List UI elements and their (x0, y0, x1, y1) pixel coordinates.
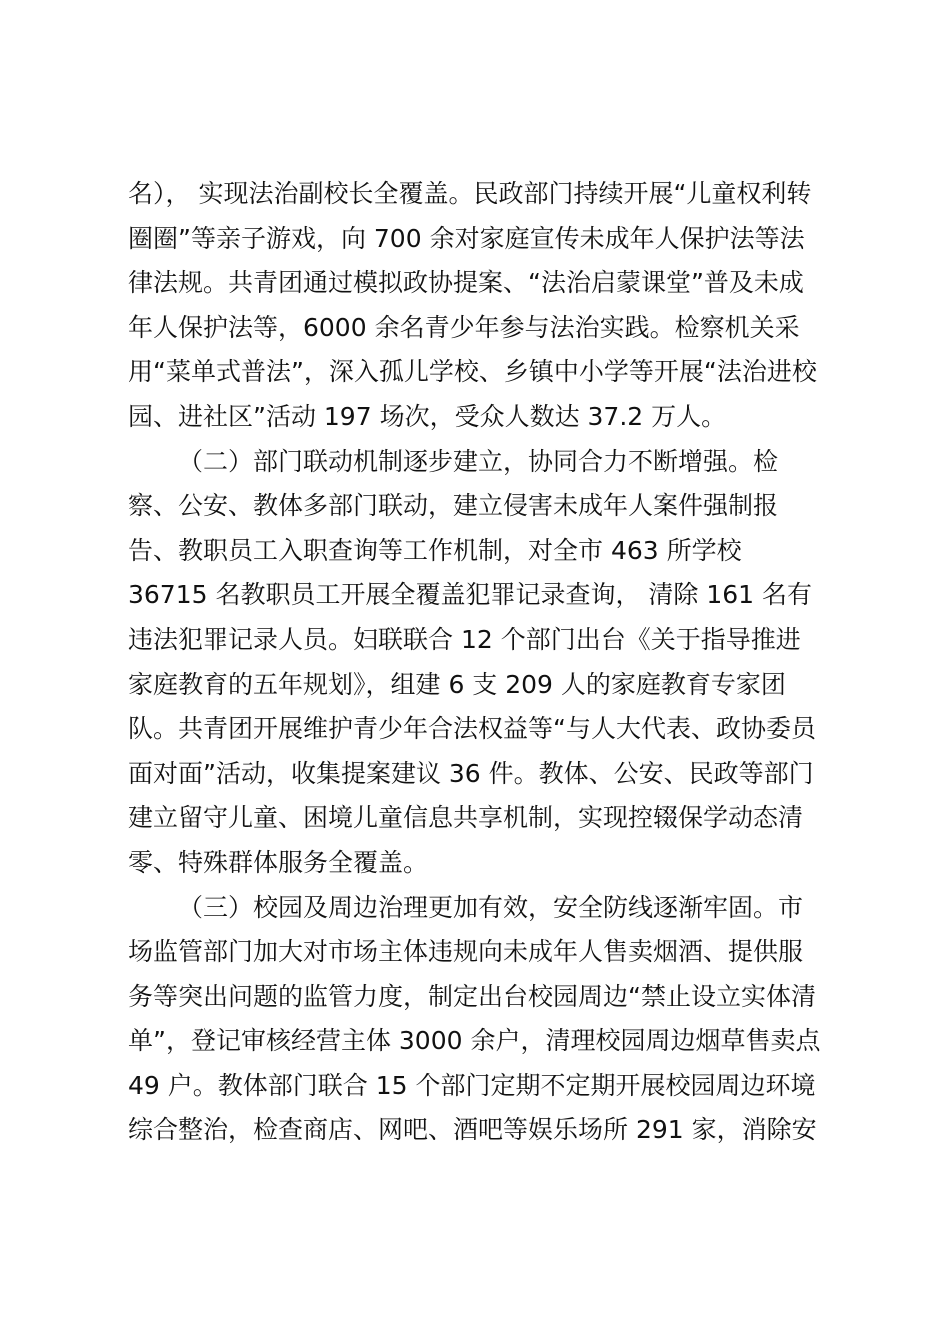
text-line-9: 告、教职员工入职查询等工作机制，对全市 463 所学校 (128, 535, 742, 565)
text-line-22: 综合整治，检查商店、网吧、酒吧等娱乐场所 291 家，消除安 (128, 1115, 817, 1145)
text-line-2: 圈圈”等亲子游戏，向 700 余对家庭宣传未成年人保护法等法 (128, 223, 805, 253)
text-line-14: 面对面”活动，收集提案建议 36 件。教体、公安、民政等部门 (128, 758, 814, 788)
text-line-10: 36715 名教职员工开展全覆盖犯罪记录查询， 清除 161 名有 (128, 580, 813, 610)
text-line-21: 49 户。教体部门联合 15 个部门定期不定期开展校园周边环境 (128, 1070, 816, 1100)
text-line-19: 务等突出问题的监管力度，制定出台校园周边“禁止设立实体清 (128, 981, 816, 1011)
text-line-8: 察、公安、教体多部门联动，建立侵害未成年人案件强制报 (128, 491, 779, 521)
text-line-18: 场监管部门加大对市场主体违规向未成年人售卖烟酒、提供服 (128, 937, 804, 967)
text-line-15: 建立留守儿童、困境儿童信息共享机制，实现控辍保学动态清 (128, 803, 804, 833)
text-line-12: 家庭教育的五年规划》，组建 6 支 209 人的家庭教育专家团 (128, 669, 786, 699)
text-line-11: 违法犯罪记录人员。妇联联合 12 个部门出台《关于指导推进 (128, 624, 801, 654)
text-line-6: 园、进社区”活动 197 场次，受众人数达 37.2 万人。 (128, 401, 727, 431)
text-line-13: 队。共青团开展维护青少年合法权益等“与人大代表、政协委员 (128, 714, 816, 744)
text-line-4: 年人保护法等，6000 余名青少年参与法治实践。检察机关采 (128, 312, 800, 342)
text-line-5: 用“菜单式普法”，深入孤儿学校、乡镇中小学等开展“法治进校 (128, 357, 817, 387)
text-line-1: 名）， 实现法治副校长全覆盖。民政部门持续开展“儿童权利转 (128, 179, 812, 208)
text-line-20: 单”，登记审核经营主体 3000 余户，清理校园周边烟草售卖点 (128, 1026, 821, 1056)
section-heading-3: （三）校园及周边治理更加有效，安全防线逐渐牢固。市 (178, 892, 804, 922)
section-heading-2: （二）部门联动机制逐步建立，协同合力不断增强。检 (178, 446, 779, 476)
document-page (128, 172, 832, 1153)
text-line-3: 律法规。共青团通过模拟政协提案、“法治启蒙课堂”普及未成 (128, 268, 804, 298)
text-line-16: 零、特殊群体服务全覆盖。 (128, 847, 429, 877)
